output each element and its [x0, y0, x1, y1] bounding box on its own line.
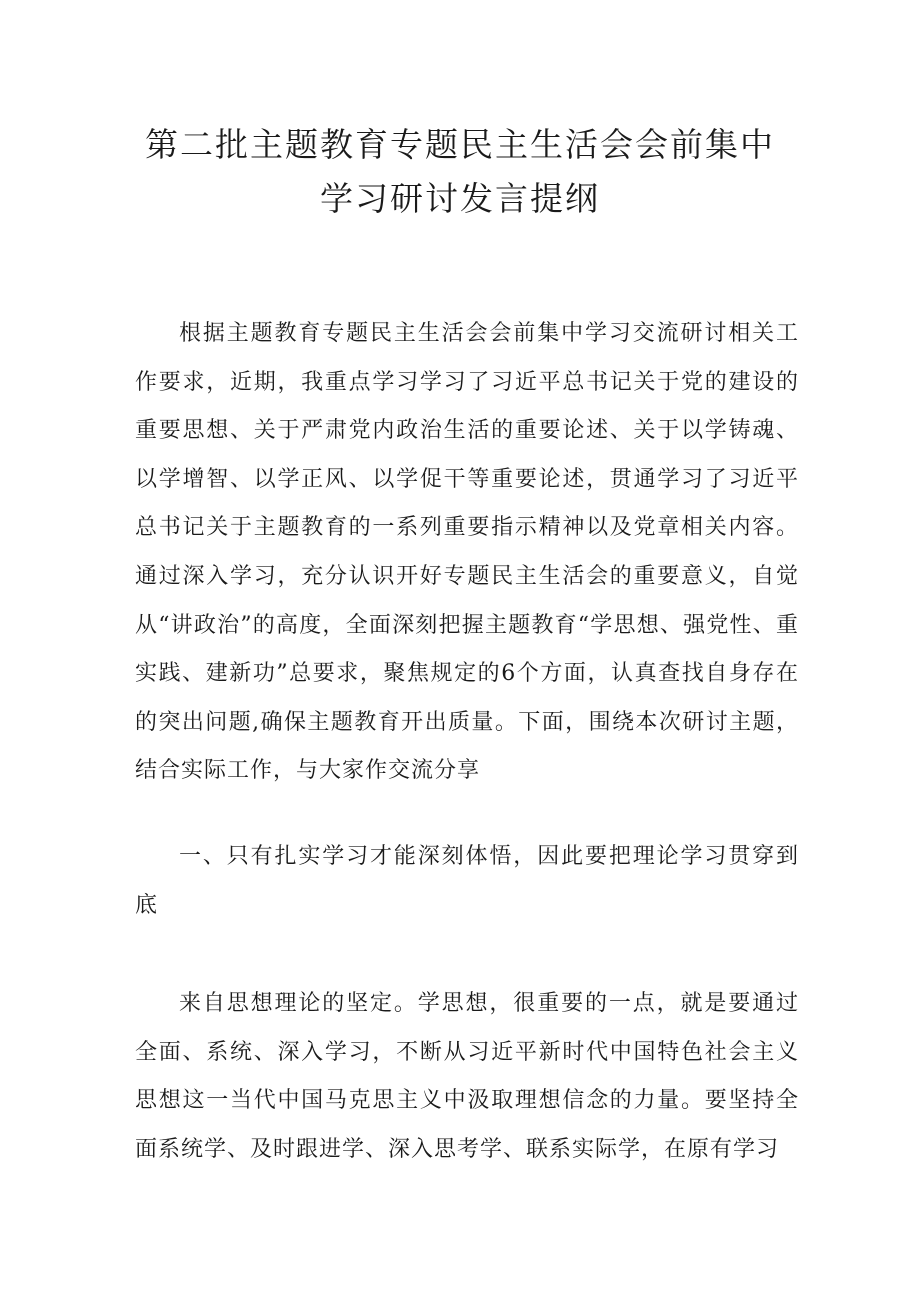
- title-line-2: 学习研讨发言提纲: [320, 179, 600, 218]
- title-line-1: 第二批主题教育专题民主生活会会前集中: [145, 125, 775, 164]
- section-heading: 一、只有扎实学习才能深刻体悟，因此要把理论学习贯穿到底: [135, 844, 799, 918]
- section-paragraph: 来自思想理论的坚定。学思想，很重要的一点，就是要通过全面、系统、深入学习，不断从习近平新时代中国特色社会主义思想这一当代中国马克思主义中汲取理想信念的力量。要坚持全面系统学、及时跟进学、深入思考学、联系实际学，在原有学习: [135, 991, 799, 1162]
- document-title: [0, 118, 920, 226]
- intro-paragraph: 根据主题教育专题民主生活会会前集中学习交流研讨相关工作要求，近期，我重点学习学习了习近平总书记关于党的建设的重要思想、关于严肃党内政治生活的重要论述、关于以学铸魂、以学增智、以学正风、以学促干等重要论述，贯通学习了习近平总书记关于主题教育的一系列重要指示精神以及党章相关内容。通过深入学习，充分认识开好专题民主生活会的重要意义，自觉从“讲政治”的高度，全面深刻把握主题教育“学思想、强党性、重实践、建新功”总要求，聚焦规定的6个方面，认真查找自身存在的突出问题,确保主题教育开出质量。下面，围绕本次研讨主题，结合实际工作，与大家作交流分享: [135, 321, 799, 784]
